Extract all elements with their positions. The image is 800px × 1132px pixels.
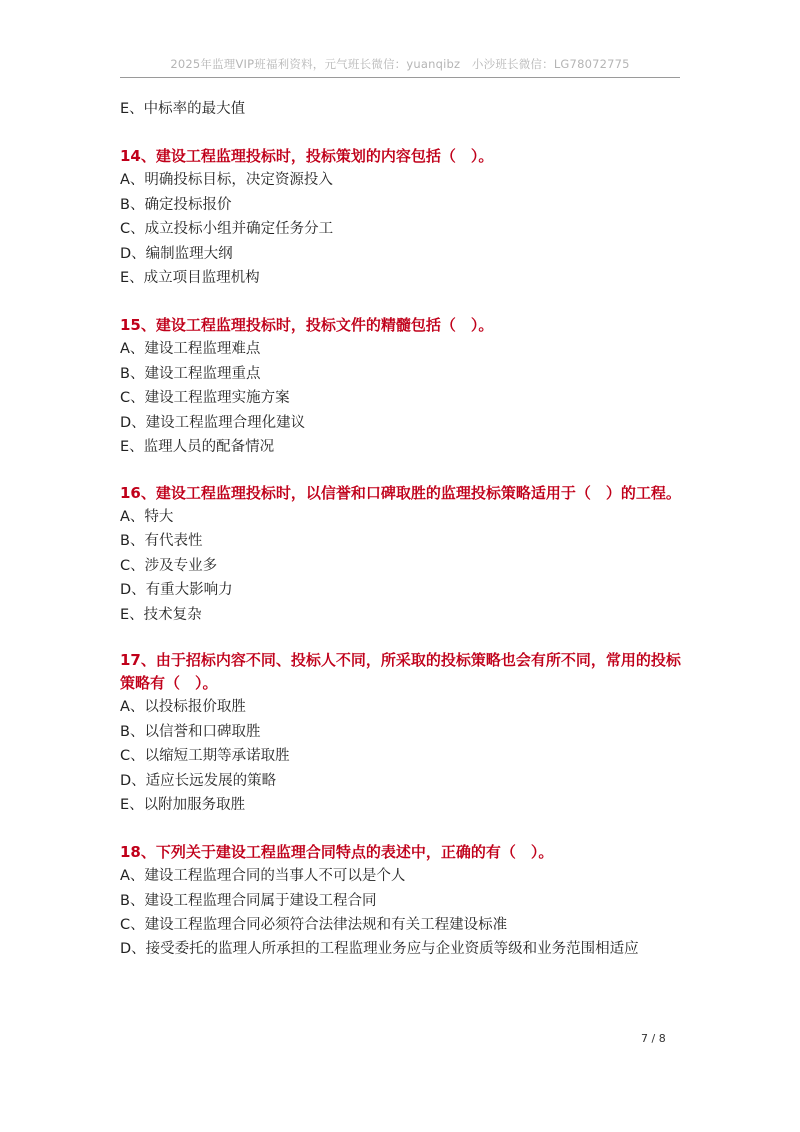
option-d: D、有重大影响力 [120, 582, 233, 598]
question-title: 14、建设工程监理投标时，投标策划的内容包括（ ）。 [120, 146, 494, 165]
question-15 [120, 313, 685, 460]
question-16 [120, 482, 685, 628]
question-title: 17、由于招标内容不同、投标人不同，所采取的投标策略也会有所不同，常用的投标策略有（ ）。 [120, 651, 681, 692]
option-c: C、建设工程监理合同必须符合法律法规和有关工程建设标准 [120, 917, 508, 933]
option-e: E、技术复杂 [120, 606, 202, 623]
option-b: B、确定投标报价 [120, 196, 232, 213]
page-header: 2025年监理VIP班福利资料，元气班长微信：yuanqibz 小沙班长微信：LG78072775 [170, 57, 630, 71]
option-a: A、建设工程监理合同的当事人不可以是个人 [120, 868, 406, 884]
option-e-previous: E、中标率的最大值 [120, 101, 246, 117]
question-title: 15、建设工程监理投标时，投标文件的精髓包括（ ）。 [120, 315, 494, 334]
option-a: A、明确投标目标，决定资源投入 [120, 172, 333, 188]
option-b: B、有代表性 [120, 533, 203, 549]
question-17 [120, 649, 685, 818]
question-14 [120, 144, 685, 291]
option-d: D、接受委托的监理人所承担的工程监理业务应与企业资质等级和业务范围相适应 [120, 940, 639, 957]
question-title: 16、建设工程监理投标时，以信誉和口碑取胜的监理投标策略适用于（ ）的工程。 [120, 483, 681, 502]
option-c: C、以缩短工期等承诺取胜 [120, 748, 290, 764]
page-number: 7 / 8 [641, 1032, 666, 1045]
option-a: A、特大 [120, 508, 174, 525]
option-a: A、以投标报价取胜 [120, 699, 246, 715]
option-c: C、涉及专业多 [120, 557, 218, 574]
option-e: E、以附加服务取胜 [120, 797, 246, 813]
option-c: C、成立投标小组并确定任务分工 [120, 221, 334, 237]
option-e: E、监理人员的配备情况 [120, 439, 275, 455]
option-d: D、编制监理大纲 [120, 245, 233, 262]
question-title: 18、下列关于建设工程监理合同特点的表述中，正确的有（ ）。 [120, 842, 554, 861]
option-d: D、适应长远发展的策略 [120, 772, 277, 789]
option-d: D、建设工程监理合理化建议 [120, 414, 306, 431]
header-divider [120, 77, 680, 78]
option-a: A、建设工程监理难点 [120, 341, 261, 357]
document-body [120, 97, 685, 961]
option-c: C、建设工程监理实施方案 [120, 390, 290, 406]
question-18 [120, 840, 685, 961]
option-b: B、建设工程监理重点 [120, 365, 261, 382]
option-e: E、成立项目监理机构 [120, 270, 260, 286]
option-b: B、建设工程监理合同属于建设工程合同 [120, 892, 377, 909]
option-b: B、以信誉和口碑取胜 [120, 723, 261, 740]
